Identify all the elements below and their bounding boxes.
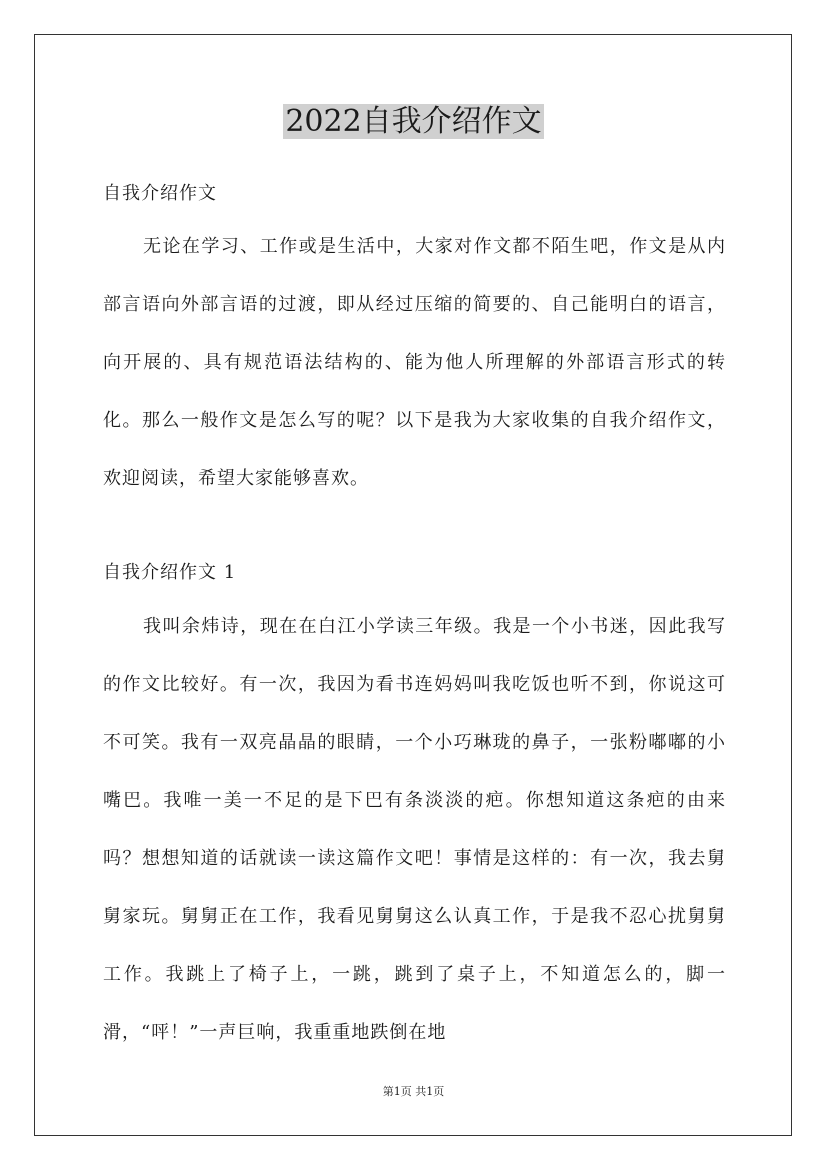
document-title-text: 2022自我介绍作文 [285, 104, 542, 139]
intro-paragraph: 无论在学习、工作或是生活中，大家对作文都不陌生吧，作文是从内部言语向外部言语的过渡，即从经过压缩的简要的、自己能明白的语言，向开展的、具有规范语法结构的、能为他人所理解的外部语言形式的转化。那么一般作文是怎么写的呢？以下是我为大家收集的自我介绍作文，欢迎阅读，希望大家能够喜欢。 [103, 236, 726, 489]
document-subtitle: 自我介绍作文 [103, 183, 217, 204]
section-1-paragraph: 我叫余炜诗，现在在白江小学读三年级。我是一个小书迷，因此我写的作文比较好。有一次，我因为看书连妈妈叫我吃饭也听不到，你说这可不可笑。我有一双亮晶晶的眼睛，一个小巧琳珑的鼻子，一张粉嘟嘟的小嘴巴。我唯一美一不足的是下巴有条淡淡的疤。你想知道这条疤的由来吗？想想知道的话就读一读这篇作文吧！事情是这样的：有一次，我去舅舅家玩。舅舅正在工作，我看见舅舅这么认真工作，于是我不忍心扰舅舅工作。我跳上了椅子上，一跳，跳到了桌子上，不知道怎么的，脚一滑，“呯！”一声巨响，我重重地跌倒在地 [103, 616, 726, 1043]
page-footer: 第1页 共1页 [382, 1085, 445, 1098]
section-1-heading: 自我介绍作文 1 [103, 562, 237, 583]
document-title [0, 100, 827, 144]
